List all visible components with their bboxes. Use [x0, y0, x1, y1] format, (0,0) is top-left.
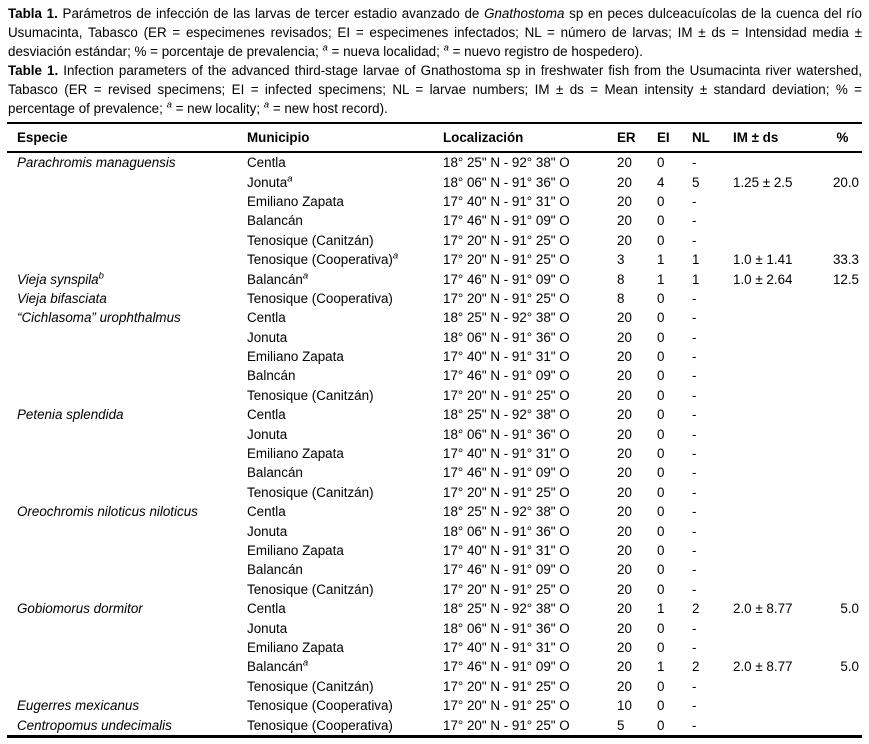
cell-er: 20	[617, 446, 632, 462]
cell-municipio: Jonuta	[247, 620, 288, 636]
table-header-row	[7, 124, 862, 153]
table-row	[7, 153, 862, 172]
cell-er: 20	[617, 387, 632, 403]
cell-ei: 1	[657, 601, 665, 617]
caption-english	[8, 61, 862, 118]
column-header-pct: %	[836, 130, 849, 145]
cell-ei: 0	[657, 465, 665, 481]
cell-municipio: Tenosique (Canitzán)	[247, 678, 374, 694]
cell-er: 20	[617, 368, 632, 384]
cell-ei: 0	[657, 426, 665, 442]
cell-municipio: Emiliano Zapata	[247, 193, 344, 209]
table-row	[7, 211, 862, 230]
cell-ei: 0	[657, 155, 665, 171]
cell-er: 20	[617, 465, 632, 481]
cell-localizacion: 18° 06" N - 91° 36" O	[443, 329, 570, 345]
cell-er: 20	[617, 484, 632, 500]
cell-ei: 0	[657, 387, 665, 403]
cell-localizacion: 17° 46" N - 91° 09" O	[443, 213, 570, 229]
table-row	[7, 521, 862, 540]
table-body	[7, 153, 862, 735]
cell-municipio: Balancán	[247, 465, 303, 481]
cell-ei: 0	[657, 484, 665, 500]
cell-ei: 0	[657, 407, 665, 423]
table-row	[7, 541, 862, 560]
cell-especie: Gobiomorus dormitor	[17, 601, 143, 617]
table-row	[7, 463, 862, 482]
table-row	[7, 250, 862, 269]
cell-ei: 0	[657, 232, 665, 248]
cell-localizacion: 17° 46" N - 91° 09" O	[443, 659, 570, 675]
cell-municipio: Tenosique (Cooperativa)	[247, 698, 393, 714]
cell-ei: 0	[657, 581, 665, 597]
cell-municipio: Tenosique (Canitzán)	[247, 232, 374, 248]
cell-especie: “Cichlasoma” urophthalmus	[17, 310, 181, 326]
cell-im-ds: 1.0 ± 2.64	[733, 271, 793, 287]
cell-er: 20	[617, 349, 632, 365]
cell-nl: 1	[692, 271, 700, 287]
cell-localizacion: 17° 20" N - 91° 25" O	[443, 678, 570, 694]
cell-ei: 0	[657, 504, 665, 520]
cell-municipio: Balancán$^a$	[247, 270, 309, 287]
caption-segment: a	[443, 42, 449, 54]
cell-er: 20	[617, 504, 632, 520]
cell-ei: 0	[657, 523, 665, 539]
cell-ei: 0	[657, 310, 665, 326]
cell-er: 20	[617, 174, 632, 190]
cell-municipio: Centla	[247, 504, 286, 520]
cell-nl: -	[692, 387, 697, 403]
caption-spanish	[8, 4, 862, 61]
cell-nl: -	[692, 310, 697, 326]
cell-municipio: Balancán$^a$	[247, 657, 309, 675]
table-row	[7, 580, 862, 599]
cell-municipio: Tenosique (Canitzán)	[247, 484, 374, 500]
cell-municipio: Tenosique (Cooperativa)	[247, 717, 393, 733]
table-row	[7, 328, 862, 347]
caption-segment: sp en peces dulceacuícolas de la cuenca del río Usumacinta, Tabasco (ER = especimenes revisados; EI = especimenes infectados; NL = número de larvas; IM ± ds = Intensidad media ± desviación estándar; % = porcentaje de prevalencia;	[8, 6, 862, 59]
cell-localizacion: 17° 20" N - 91° 25" O	[443, 581, 570, 597]
cell-nl: -	[692, 407, 697, 423]
table-row	[7, 715, 862, 734]
caption-segment: Infection parameters of the advanced third-stage larvae of Gnathostoma sp in freshwater fish from the Usumacinta river watershed, Tabasco (ER = revised specimens; EI = infected specimens; NL = larvae numbers; IM ± ds = Mean intensity ± standard deviation; % = percentage of prevalence;	[8, 63, 863, 116]
caption-segment: Tabla 1.	[8, 6, 58, 21]
cell-ei: 0	[657, 698, 665, 714]
footnote-marker: a	[287, 173, 293, 185]
cell-nl: -	[692, 543, 697, 558]
column-header-im-ds: IM ± ds	[733, 130, 779, 145]
cell-municipio: Emiliano Zapata	[247, 543, 344, 558]
cell-localizacion: 17° 46" N - 91° 09" O	[443, 368, 570, 384]
cell-er: 20	[617, 213, 632, 229]
cell-municipio: Jonuta	[247, 523, 288, 539]
table-row	[7, 386, 862, 405]
cell-ei: 0	[657, 349, 665, 365]
cell-nl: 2	[692, 601, 700, 617]
cell-ei: 0	[657, 290, 665, 306]
cell-municipio: Balancán	[247, 562, 303, 578]
cell-especie: Eugerres mexicanus	[17, 698, 140, 714]
cell-localizacion: 18° 25" N - 92° 38" O	[443, 504, 570, 520]
caption-segment: = nuevo registro de hospedero).	[448, 44, 643, 59]
cell-localizacion: 18° 25" N - 92° 38" O	[443, 601, 570, 617]
table-row	[7, 657, 862, 676]
cell-nl: -	[692, 349, 697, 365]
cell-er: 20	[617, 523, 632, 539]
table-row	[7, 347, 862, 366]
cell-localizacion: 17° 40" N - 91° 31" O	[443, 543, 570, 558]
cell-municipio: Jonuta	[247, 426, 288, 442]
cell-im-ds: 1.0 ± 1.41	[733, 252, 793, 268]
cell-ei: 0	[657, 368, 665, 384]
cell-localizacion: 17° 40" N - 91° 31" O	[443, 193, 570, 209]
cell-er: 8	[617, 271, 625, 287]
table-row	[7, 483, 862, 502]
caption-segment: Gnathostoma	[484, 6, 565, 21]
cell-municipio: Jonuta	[247, 329, 288, 345]
infection-parameters-table	[7, 122, 862, 738]
cell-localizacion: 17° 40" N - 91° 31" O	[443, 639, 570, 655]
cell-er: 20	[617, 601, 632, 617]
table-row	[7, 677, 862, 696]
table-row	[7, 231, 862, 250]
cell-ei: 0	[657, 543, 665, 558]
cell-er: 20	[617, 193, 632, 209]
cell-localizacion: 17° 20" N - 91° 25" O	[443, 232, 570, 248]
cell-nl: -	[692, 290, 697, 306]
cell-especie: Vieja synspila$^b$	[17, 270, 104, 287]
cell-nl: 1	[692, 252, 700, 268]
cell-er: 20	[617, 581, 632, 597]
caption-segment: a	[263, 99, 270, 111]
cell-nl: -	[692, 620, 697, 636]
cell-especie: Petenia splendida	[17, 407, 124, 423]
cell-ei: 0	[657, 639, 665, 655]
cell-municipio: Balncán	[247, 368, 296, 384]
cell-nl: -	[692, 581, 697, 597]
cell-er: 20	[617, 155, 632, 171]
cell-nl: -	[692, 213, 697, 229]
cell-er: 20	[617, 639, 632, 655]
cell-nl: -	[692, 155, 697, 171]
cell-localizacion: 17° 20" N - 91° 25" O	[443, 252, 570, 268]
cell-localizacion: 18° 06" N - 91° 36" O	[443, 620, 570, 636]
cell-ei: 0	[657, 213, 665, 229]
caption-segment: a	[166, 99, 172, 111]
caption-segment: a	[322, 42, 328, 54]
cell-nl: -	[692, 504, 697, 520]
cell-er: 3	[617, 252, 625, 268]
cell-localizacion: 17° 20" N - 91° 25" O	[443, 387, 570, 403]
cell-pct: 5.0	[840, 659, 859, 675]
caption-segment: Parámetros de infección de las larvas de tercer estadio avanzado de	[57, 6, 485, 21]
table-row	[7, 638, 862, 657]
cell-er: 20	[617, 678, 632, 694]
column-header-especie: Especie	[17, 130, 68, 145]
cell-localizacion: 17° 20" N - 91° 25" O	[443, 484, 570, 500]
cell-ei: 0	[657, 678, 665, 694]
cell-nl: -	[692, 639, 697, 655]
cell-especie: Oreochromis niloticus niloticus	[17, 504, 198, 520]
cell-municipio: Emiliano Zapata	[247, 639, 344, 655]
cell-municipio: Jonuta$^a$	[247, 173, 293, 190]
caption-segment: = new locality;	[171, 101, 264, 116]
cell-municipio: Centla	[247, 155, 286, 171]
table-row	[7, 269, 862, 288]
cell-er: 10	[617, 698, 632, 714]
cell-ei: 0	[657, 717, 665, 733]
column-header-municipio: Municipio	[247, 130, 310, 145]
cell-municipio: Balancán	[247, 213, 303, 229]
cell-municipio: Tenosique (Canitzán)	[247, 387, 374, 403]
cell-nl: -	[692, 523, 697, 539]
table-row	[7, 405, 862, 424]
cell-localizacion: 18° 06" N - 91° 36" O	[443, 426, 570, 442]
cell-er: 20	[617, 310, 632, 326]
cell-nl: -	[692, 232, 697, 248]
cell-ei: 0	[657, 329, 665, 345]
cell-localizacion: 17° 40" N - 91° 31" O	[443, 446, 570, 462]
cell-localizacion: 18° 25" N - 92° 38" O	[443, 155, 570, 171]
cell-er: 20	[617, 562, 632, 578]
cell-nl: -	[692, 368, 697, 384]
table-captions	[0, 0, 869, 118]
footnote-marker: b	[98, 270, 104, 282]
cell-ei: 0	[657, 193, 665, 209]
cell-localizacion: 18° 25" N - 92° 38" O	[443, 310, 570, 326]
cell-ei: 1	[657, 659, 665, 675]
cell-im-ds: 2.0 ± 8.77	[733, 659, 793, 675]
cell-especie: Centropomus undecimalis	[17, 717, 172, 733]
cell-municipio: Tenosique (Cooperativa)	[247, 290, 393, 306]
cell-localizacion: 17° 40" N - 91° 31" O	[443, 349, 570, 365]
cell-municipio: Tenosique (Cooperativa)$^a$	[247, 250, 399, 268]
cell-nl: -	[692, 329, 697, 345]
cell-er: 5	[617, 717, 625, 733]
cell-pct: 20.0	[832, 174, 859, 190]
cell-er: 20	[617, 543, 632, 558]
cell-localizacion: 17° 46" N - 91° 09" O	[443, 562, 570, 578]
cell-nl: -	[692, 678, 697, 694]
column-header-ei: EI	[657, 130, 670, 145]
cell-especie: Vieja bifasciata	[17, 290, 107, 306]
cell-nl: -	[692, 484, 697, 500]
cell-municipio: Centla	[247, 310, 286, 326]
cell-localizacion: 18° 06" N - 91° 36" O	[443, 523, 570, 539]
footnote-marker: a	[392, 250, 399, 262]
cell-localizacion: 18° 06" N - 91° 36" O	[443, 174, 570, 190]
caption-segment: = new host record).	[269, 101, 388, 116]
caption-segment: Table 1.	[8, 63, 59, 78]
cell-localizacion: 18° 25" N - 92° 38" O	[443, 407, 570, 423]
cell-pct: 5.0	[840, 601, 859, 617]
cell-especie: Parachromis managuensis	[17, 155, 176, 171]
cell-er: 20	[617, 659, 632, 675]
cell-localizacion: 17° 46" N - 91° 09" O	[443, 271, 570, 287]
table-row	[7, 502, 862, 521]
cell-pct: 33.3	[832, 252, 859, 268]
table-row	[7, 696, 862, 715]
cell-ei: 0	[657, 620, 665, 636]
cell-nl: -	[692, 465, 697, 481]
cell-pct: 12.5	[832, 271, 859, 287]
cell-nl: -	[692, 426, 697, 442]
cell-ei: 0	[657, 446, 665, 462]
column-header-localizacion: Localización	[443, 130, 524, 145]
table-row	[7, 366, 862, 385]
caption-segment: = nueva localidad;	[327, 44, 444, 59]
table-row	[7, 192, 862, 211]
cell-er: 20	[617, 232, 632, 248]
table-row	[7, 424, 862, 443]
cell-er: 20	[617, 407, 632, 423]
cell-localizacion: 17° 46" N - 91° 09" O	[443, 465, 570, 481]
cell-ei: 0	[657, 562, 665, 578]
cell-er: 20	[617, 620, 632, 636]
table-row	[7, 560, 862, 579]
table-row	[7, 308, 862, 327]
cell-localizacion: 17° 20" N - 91° 25" O	[443, 290, 570, 306]
cell-municipio: Centla	[247, 407, 286, 423]
cell-nl: -	[692, 193, 697, 209]
cell-er: 20	[617, 426, 632, 442]
footnote-marker: a	[302, 270, 309, 282]
cell-municipio: Tenosique (Canitzán)	[247, 581, 374, 597]
table-row	[7, 599, 862, 618]
cell-ei: 4	[657, 174, 665, 190]
cell-nl: -	[692, 717, 697, 733]
table-row	[7, 289, 862, 308]
cell-municipio: Centla	[247, 601, 286, 617]
cell-er: 20	[617, 329, 632, 345]
footnote-marker: a	[302, 657, 309, 669]
cell-im-ds: 1.25 ± 2.5	[733, 174, 793, 190]
cell-im-ds: 2.0 ± 8.77	[733, 601, 793, 617]
table-row	[7, 618, 862, 637]
cell-ei: 1	[657, 271, 665, 287]
cell-nl: -	[692, 562, 697, 578]
cell-municipio: Emiliano Zapata	[247, 349, 344, 365]
table-row	[7, 172, 862, 191]
cell-localizacion: 17° 20" N - 91° 25" O	[443, 698, 570, 714]
table-row	[7, 444, 862, 463]
column-header-er: ER	[617, 130, 636, 145]
cell-localizacion: 17° 20" N - 91° 25" O	[443, 717, 570, 733]
cell-nl: 2	[692, 659, 700, 675]
cell-nl: -	[692, 698, 697, 714]
column-header-nl: NL	[692, 130, 710, 145]
cell-nl: 5	[692, 174, 700, 190]
cell-nl: -	[692, 446, 697, 462]
cell-ei: 1	[657, 252, 665, 268]
cell-municipio: Emiliano Zapata	[247, 446, 344, 462]
cell-er: 8	[617, 290, 625, 306]
